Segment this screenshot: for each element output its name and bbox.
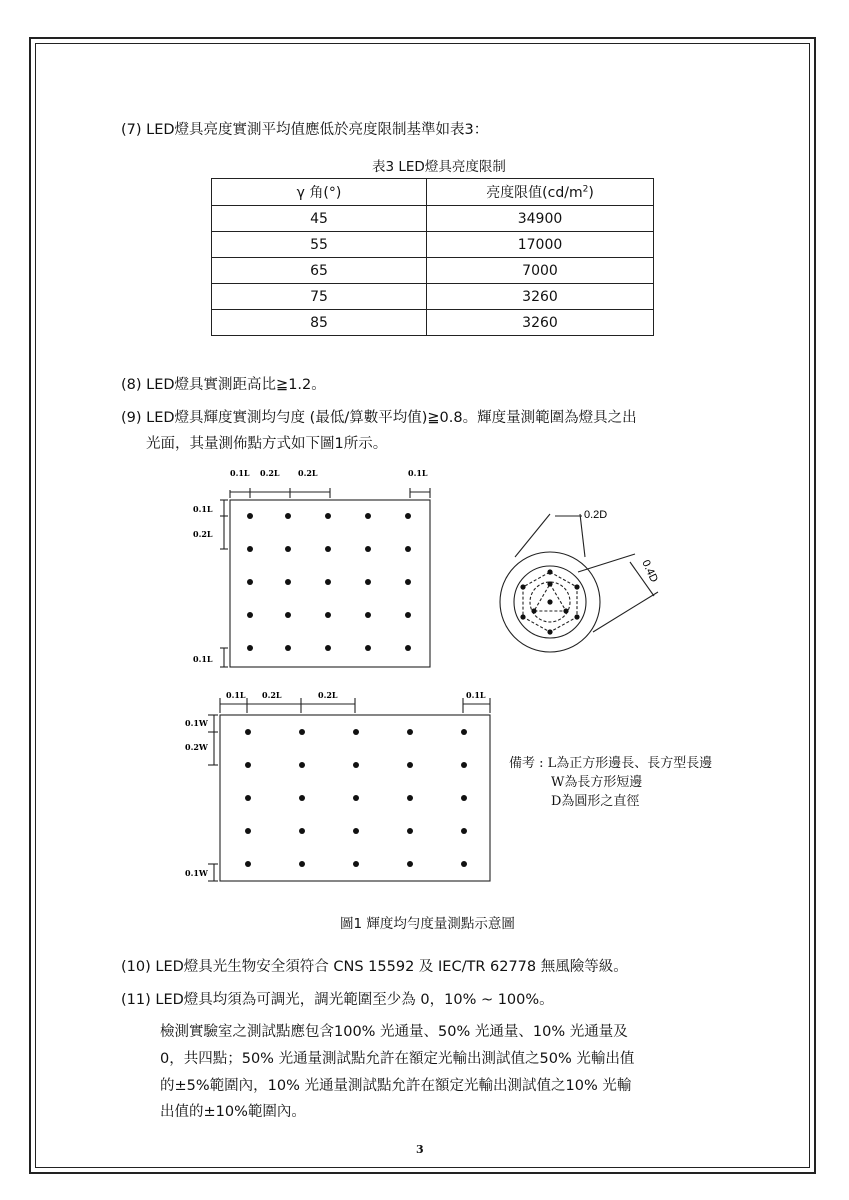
dim-label: 0.1L: [230, 468, 250, 478]
cell-angle: 65: [212, 258, 427, 284]
cell-angle: 55: [212, 232, 427, 258]
dim-label: 0.2L: [260, 468, 280, 478]
square-measure-point: [325, 612, 331, 618]
item-9-line-2: 光面，其量測佈點方式如下圖1所示。: [146, 436, 388, 452]
square-measure-point: [405, 579, 411, 585]
square-measure-point: [405, 612, 411, 618]
paragraph-line-1: 檢測實驗室之測試點應包含100% 光通量、50% 光通量、10% 光通量及: [160, 1024, 628, 1040]
square-measure-point: [285, 579, 291, 585]
square-measure-point: [365, 546, 371, 552]
square-measure-point: [285, 546, 291, 552]
cell-limit: 3260: [427, 284, 654, 310]
cell-angle: 75: [212, 284, 427, 310]
square-measure-point: [285, 612, 291, 618]
cell-limit: 34900: [427, 206, 654, 232]
item-10: (10) LED燈具光生物安全須符合 CNS 15592 及 IEC/TR 62778 無風險等級。: [121, 959, 628, 975]
rect-measure-point: [353, 795, 359, 801]
item-11: (11) LED燈具均須為可調光，調光範圍至少為 0，10% ~ 100%。: [121, 992, 554, 1008]
square-measure-point: [325, 513, 331, 519]
paragraph-line-4: 出值的±10%範圍內。: [160, 1104, 306, 1120]
item-7: (7) LED燈具亮度實測平均值應低於亮度限制基準如表3：: [121, 122, 489, 138]
figure-note-line-2: W為長方形短邊: [551, 775, 643, 790]
rect-measure-point: [245, 762, 251, 768]
square-measure-point: [285, 513, 291, 519]
rect-measure-point: [245, 795, 251, 801]
rect-measure-point: [353, 729, 359, 735]
square-measure-point: [405, 546, 411, 552]
square-measure-point: [325, 645, 331, 651]
table-row: [212, 206, 654, 232]
dim-label: 0.2L: [193, 529, 213, 539]
figure-note-line-3: D為圓形之直徑: [551, 794, 640, 809]
paragraph-line-2: 0，共四點；50% 光通量測試點允許在額定光輸出測試值之50% 光輸出值: [160, 1051, 635, 1067]
rect-measure-point: [299, 795, 305, 801]
figure-caption: 圖1 輝度均勻度量測點示意圖: [340, 916, 515, 932]
item-8: (8) LED燈具實測距高比≧1.2。: [121, 377, 326, 393]
rect-measure-point: [407, 795, 413, 801]
table-body: [212, 206, 654, 336]
col-header-limit: 亮度限值$(cd/m^2)$: [427, 179, 654, 206]
rect-measure-point: [407, 729, 413, 735]
rect-measure-point: [407, 828, 413, 834]
table-row: [212, 232, 654, 258]
dim-label: 0.1W: [185, 868, 208, 878]
square-measure-point: [365, 612, 371, 618]
cell-limit: 7000: [427, 258, 654, 284]
dim-label: 0.1L: [193, 654, 213, 664]
cell-angle: 45: [212, 206, 427, 232]
cell-limit: 17000: [427, 232, 654, 258]
square-measure-point: [247, 645, 253, 651]
dim-label: 0.2L: [262, 690, 282, 700]
square-measure-point: [247, 513, 253, 519]
rect-measure-point: [245, 729, 251, 735]
rect-measure-point: [461, 795, 467, 801]
dim-label: 0.1L: [466, 690, 486, 700]
col-header-angle: γ 角(°): [212, 179, 427, 206]
dim-label: 0.1L: [193, 504, 213, 514]
rect-measure-point: [299, 762, 305, 768]
rect-measure-point: [353, 762, 359, 768]
square-measure-point: [365, 513, 371, 519]
dim-label-0-4d: 0.4D: [639, 558, 660, 585]
square-measure-point: [365, 645, 371, 651]
square-measure-point: [247, 546, 253, 552]
dim-label: 0.1L: [408, 468, 428, 478]
rect-measure-point: [461, 828, 467, 834]
square-measure-point: [405, 513, 411, 519]
rect-measure-point: [353, 861, 359, 867]
square-measure-point: [325, 546, 331, 552]
rect-measure-point: [353, 828, 359, 834]
page-number: 3: [416, 1143, 424, 1156]
table-caption: 表3 LED燈具亮度限制: [372, 159, 506, 175]
table-row: [212, 310, 654, 336]
dim-label: 0.2L: [298, 468, 318, 478]
square-measure-point: [247, 612, 253, 618]
square-measure-point: [405, 645, 411, 651]
square-measure-point: [247, 579, 253, 585]
item-9-line-1: (9) LED燈具輝度實測均勻度 (最低/算數平均值)≧0.8。輝度量測範圍為燈具之出: [121, 410, 637, 426]
rect-measure-point: [461, 762, 467, 768]
dim-label: 0.1L: [226, 690, 246, 700]
rect-measure-point: [245, 828, 251, 834]
square-measure-point: [365, 579, 371, 585]
paragraph-line-3: 的±5%範圍內，10% 光通量測試點允許在額定光輸出測試值之10% 光輸: [160, 1078, 632, 1094]
square-measure-point: [285, 645, 291, 651]
table-row: [212, 284, 654, 310]
dim-label: 0.2L: [318, 690, 338, 700]
figure-note-line-1: 備考 : L為正方形邊長、長方型長邊: [509, 756, 713, 771]
luminance-limit-table: [211, 178, 654, 336]
rect-measure-point: [461, 861, 467, 867]
square-measure-point: [325, 579, 331, 585]
rect-measure-point: [407, 762, 413, 768]
rect-measure-point: [299, 861, 305, 867]
rect-measure-point: [299, 828, 305, 834]
rect-measure-point: [245, 861, 251, 867]
cell-angle: 85: [212, 310, 427, 336]
table-row: [212, 258, 654, 284]
figure-1-measurement-points: [180, 462, 680, 902]
dim-label: 0.1W: [185, 718, 208, 728]
rect-measure-point: [407, 861, 413, 867]
rect-measure-point: [461, 729, 467, 735]
rect-measure-point: [299, 729, 305, 735]
dim-label-0-2d: 0.2D: [584, 509, 608, 521]
dim-label: 0.2W: [185, 742, 208, 752]
table-header-row: [212, 179, 654, 206]
cell-limit: 3260: [427, 310, 654, 336]
